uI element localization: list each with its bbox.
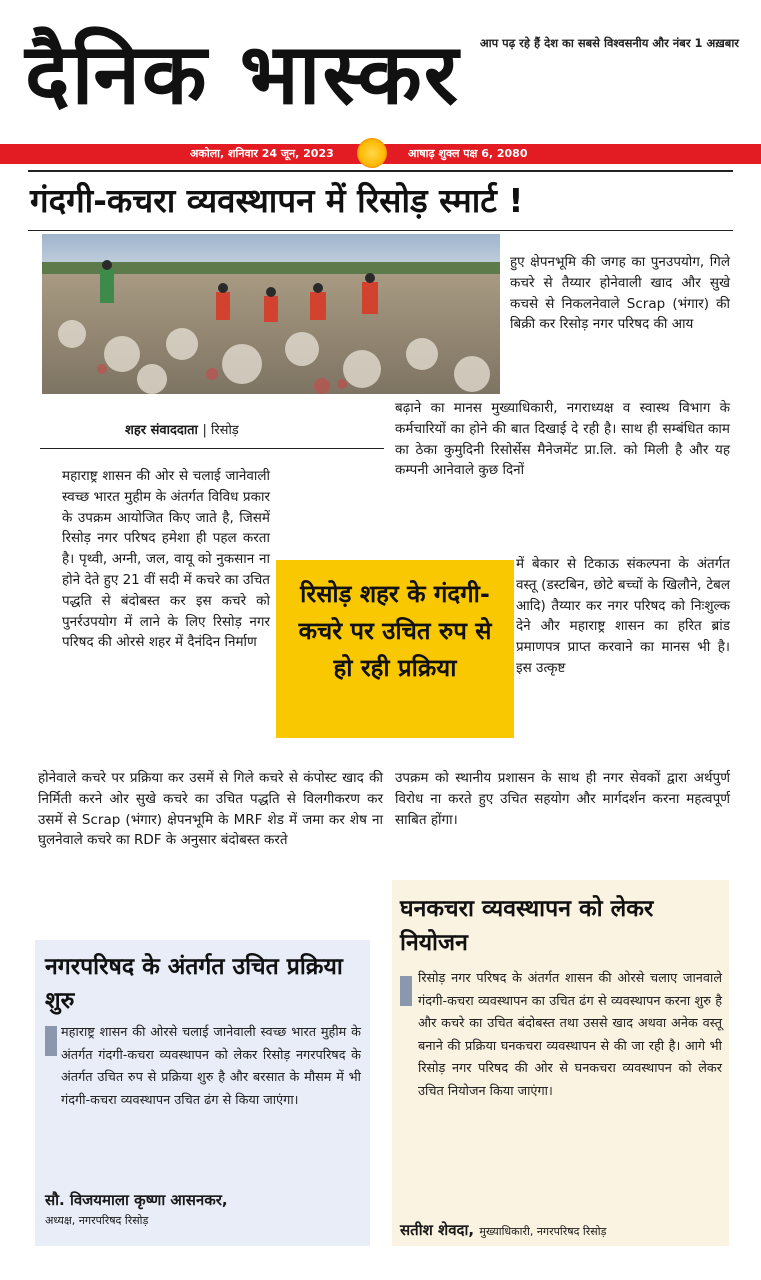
article-text-right-bottom: उपक्रम को स्थानीय प्रशासन के साथ ही नगर सेवकों द्वारा अर्थपुर्ण विरोध ना करते हुए उचित सहयोग और मार्गदर्शन करना महत्वपूर्ण साबित होंगा। xyxy=(395,770,730,828)
quote-box-president-body: महाराष्ट्र शासन की ओरसे चलाई जानेवाली स्वच्छ भारत मुहीम के अंतर्गत गंदगी-कचरा व्यवस्थापन को लेकर रिसोड़ नगरपरिषद के अंतर्गत उचित रुप से प्रक्रिया शुरु है और बरसात के मौसम में भी गंदगी-कचरा व्यवस्थापन उचित ढंग से किया जाएंगा। xyxy=(61,1025,361,1108)
byline-rule xyxy=(40,448,384,449)
quote-bar-icon xyxy=(400,976,412,1006)
president-signature: सौ. विजयमाला कृष्णा आसनकर, अध्यक्ष, नगरपरिषद रिसोड़ xyxy=(45,1191,228,1227)
article-text-left-narrow: महाराष्ट्र शासन की ओर से चलाई जानेवाली स्वच्छ भारत मुहीम के अंतर्गत विविध प्रकार के उपक्रम आयोजित किए जाते है, जिसमें रिसोड़ नगर परिषद हमेशा ही पहल करता है। पृथ्वी, अग्नी, जल, वायू को नुकसान ना होने देते हुए 21 वीं सदी में कचरे का उचित पद्धति से बंदोबस्त कर इस कचरे को पुनर्रउपयोग में लाने के लिए रिसोड़ नगर परिषद की ओरसे शहर में दैनंदिन निर्माण xyxy=(62,468,270,651)
sun-emblem-icon xyxy=(357,138,387,168)
chief-officer-signature: सतीश शेवदा, मुख्याधिकारी, नगरपरिषद रिसोड़ xyxy=(400,1221,607,1239)
hindu-calendar-date: आषाढ़ शुक्ल पक्ष 6, 2080 xyxy=(408,147,528,160)
byline: शहर संवाददाता | रिसोड़ xyxy=(125,423,239,438)
quote-box-chief-officer xyxy=(392,880,729,1246)
edition-date: अकोला, शनिवार 24 जून, 2023 xyxy=(190,147,334,160)
quote-box-chief-officer-body: रिसोड़ नगर परिषद के अंतर्गत शासन की ओरसे चलाए जानवाले गंदगी-कचरा व्यवस्थापन का उचित ढंग से व्यवस्थापन करना शुरु है और कचरे का उचित बंदोबस्त तथा उससे खाद अथवा अनेक वस्तू बनाने की प्रक्रिया घनकचरा व्यवस्थापन से की जा रही है। आगे भी रिसोड़ नगर परिषद की ओर से घनकचरा व्यवस्थापन को लेकर उचित नियोजन किया जाएंगा। xyxy=(418,971,722,1099)
article-text-right-mid: बढ़ाने का मानस मुख्याधिकारी, नगराध्यक्ष व स्वास्थ विभाग के कर्मचारियों का होने की बात दिखाई दे रही है। साथ ही सम्बंधित काम का ठेका कुमुदिनी रिसोर्सेस मैनेजमेंट प्रा.लि. को मिली है और यह कम्पनी आनेवाले कुछ दिनों xyxy=(395,400,730,479)
quote-bar-icon xyxy=(45,1026,57,1056)
pull-quote xyxy=(276,560,514,738)
byline-place: रिसोड़ xyxy=(210,423,239,438)
article-text-right-narrow: में बेकार से टिकाऊ संकल्पना के अंतर्गत वस्तू (डस्टबिन, छोटे बच्चों के खिलौने, टेबल आदि) तैय्यार कर नगर परिषद को निःशुल्क देने और महाराष्ट्र शासन का हरित ब्रांड प्रमाणपत्र प्राप्त करवाने का मानस भी है। इस उत्कृष्ट xyxy=(516,556,730,676)
quote-box-chief-officer-heading: घनकचरा व्यवस्थापन को लेकर नियोजन xyxy=(400,896,654,956)
article-headline: गंदगी-कचरा व्यवस्थापन में रिसोड़ स्मार्ट ! xyxy=(30,181,524,220)
article-text-left-wide: होनेवाले कचरे पर प्रक्रिया कर उसमें से गिले कचरे से कंपोस्ट खाद की निर्मिती करने ओर सुखे कचरे का उचित पद्धति से विलगीकरण कर उसमें से Scrap (भंगार) क्षेपनभूमि के MRF शेड में जमा कर शेष ना घुलनेवाले कचरे का RDF के अनुसार बंदोबस्त करते xyxy=(38,770,383,849)
article-text-right-top: हुए क्षेपनभूमि की जगह का पुनउपयोग, गिले कचरे से तैय्यार होनेवाली खाद और सुखे कचसे से निकलनेवाले Scrap (भंगार) की बिक्री कर रिसोड़ नगर परिषद की आय xyxy=(510,254,730,333)
newspaper-logo: दैनिक भास्कर xyxy=(25,24,461,123)
headline-bottom-rule xyxy=(28,230,733,231)
article-photo xyxy=(42,234,500,394)
garbage-ground-photo xyxy=(42,234,500,394)
pull-quote-text: रिसोड़ शहर के गंदगी-कचरे पर उचित रुप से हो रही प्रक्रिया xyxy=(298,580,492,682)
quote-box-president xyxy=(35,940,370,1246)
byline-name: शहर संवाददाता xyxy=(125,423,198,438)
quote-box-president-heading: नगरपरिषद के अंतर्गत उचित प्रक्रिया शुरु xyxy=(45,954,343,1014)
masthead-tagline: आप पढ़ रहे हैं देश का सबसे विश्वसनीय और नंबर 1 अख़बार xyxy=(479,36,739,50)
